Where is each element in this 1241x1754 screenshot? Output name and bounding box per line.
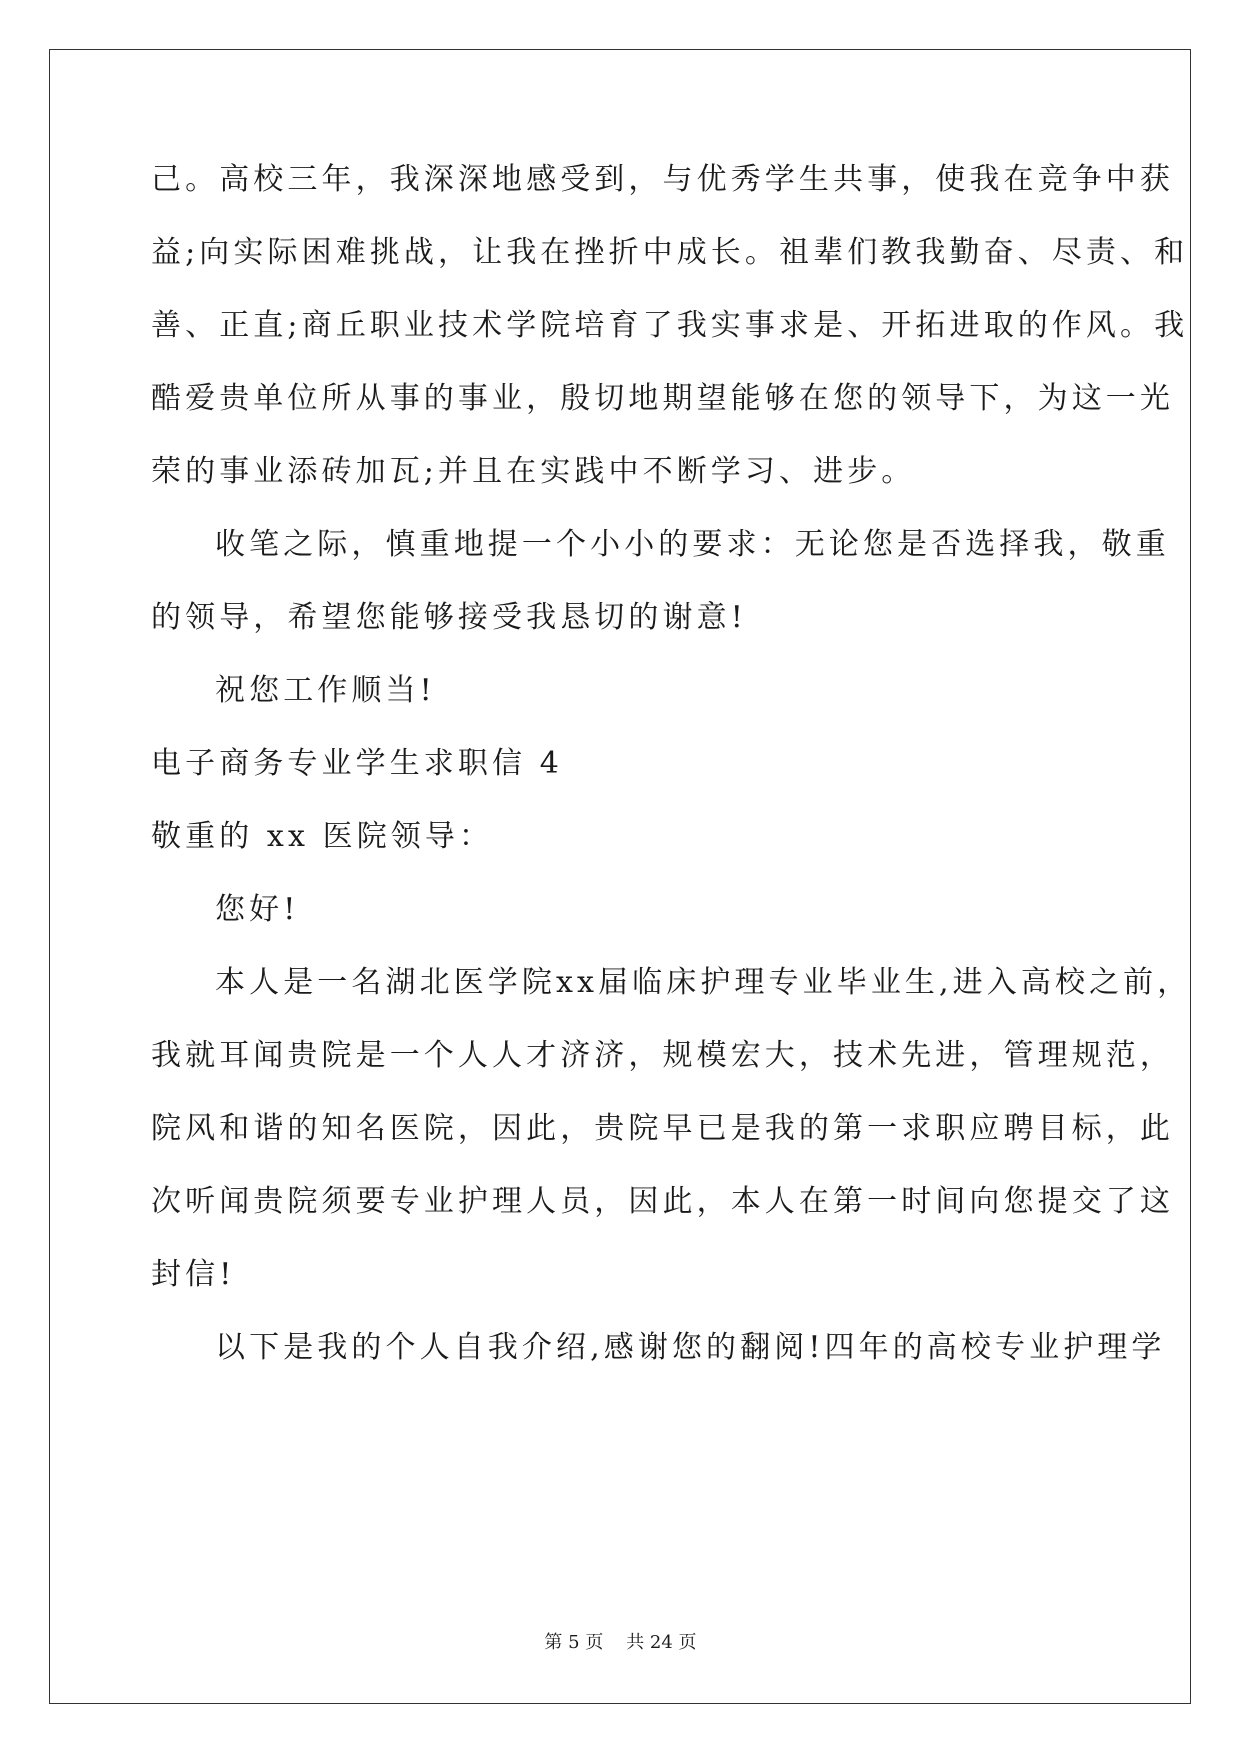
paragraph-line: 善、正直;商丘职业技术学院培育了我实事求是、开拓进取的作风。我: [151, 308, 1189, 343]
paragraph-line: 以下是我的个人自我介绍,感谢您的翻阅!四年的高校专业护理学: [215, 1330, 1166, 1365]
closing-wish: 祝您工作顺当!: [215, 673, 436, 708]
paragraph-line: 封信!: [151, 1257, 236, 1292]
greeting: 您好!: [215, 892, 300, 927]
paragraph-line: 次听闻贵院须要专业护理人员，因此，本人在第一时间向您提交了这: [151, 1184, 1174, 1219]
paragraph-line: 本人是一名湖北医学院xx届临床护理专业毕业生,进入高校之前，: [215, 965, 1192, 1000]
page-border: [49, 49, 1191, 1704]
paragraph-line: 益;向实际困难挑战，让我在挫折中成长。祖辈们教我勤奋、尽责、和: [151, 235, 1189, 270]
paragraph-line: 的领导，希望您能够接受我恳切的谢意!: [151, 600, 747, 635]
salutation: 敬重的 xx 医院领导：: [151, 819, 494, 854]
paragraph-line: 收笔之际，慎重地提一个小小的要求：无论您是否选择我，敬重: [215, 527, 1170, 562]
paragraph-line: 酷爱贵单位所从事的事业，殷切地期望能够在您的领导下，为这一光: [151, 381, 1174, 416]
paragraph-line: 荣的事业添砖加瓦;并且在实践中不断学习、进步。: [151, 454, 916, 489]
page-number-footer: 第 5 页 共 24 页: [544, 1632, 697, 1653]
section-heading: 电子商务专业学生求职信 4: [151, 746, 563, 781]
paragraph-line: 己。高校三年，我深深地感受到，与优秀学生共事，使我在竞争中获: [151, 162, 1174, 197]
paragraph-line: 我就耳闻贵院是一个人人才济济，规模宏大，技术先进，管理规范，: [151, 1038, 1174, 1073]
paragraph-line: 院风和谐的知名医院，因此，贵院早已是我的第一求职应聘目标，此: [151, 1111, 1174, 1146]
